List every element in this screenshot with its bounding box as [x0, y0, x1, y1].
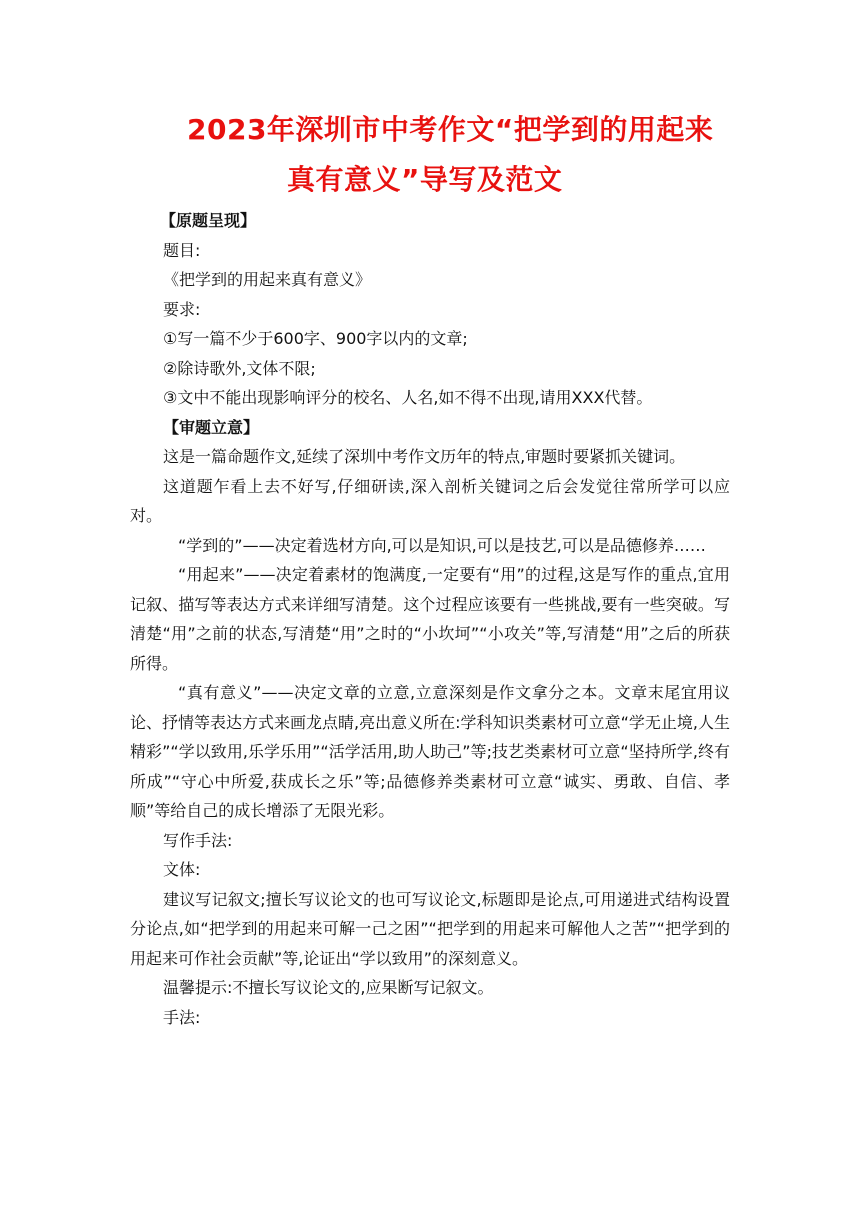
paragraph-genre: 建议写记叙文;擅长写议论文的也可写议论文,标题即是论点,可用递进式结构设置分论点,如“把学到的用起来可解一己之困”“把学到的用起来可解他人之苦”“把学到的用起来可作社会贡献”等,论证出“学以致用”的深刻意义。 [130, 889, 730, 968]
methods-label: 写作手法: [163, 830, 233, 850]
paragraph-intro: 这是一篇命题作文,延续了深圳中考作文历年的特点,审题时要紧抓关键词。 [163, 447, 686, 466]
paragraph-apply: “用起来”——决定着素材的饱满度,一定要有“用”的过程,这是写作的重点,宜用记叙、描写等表达方式来详细写清楚。这个过程应该要有一些挑战,要有一些突破。写清楚“用”之前的状态,写清楚“用”之时的“小坎坷”“小攻关”等,写清楚“用”之后的所获所得。 [130, 565, 730, 673]
requirement-2: ②除诗歌外,文体不限; [163, 358, 316, 378]
paragraph-tip: 温馨提示:不擅长写议论文的,应果断写记叙文。 [163, 978, 494, 997]
genre-label: 文体: [163, 860, 201, 879]
section-heading-original: 【原题呈现】 [160, 211, 257, 230]
requirement-3: ③文中不能出现影响评分的校名、人名,如不得不出现,请用XXX代替。 [163, 388, 653, 407]
paragraph-observation: 这道题乍看上去不好写,仔细研读,深入剖析关键词之后会发觉往常所学可以应对。 [130, 476, 730, 525]
document-title-line1: 2023年深圳市中考作文“把学到的用起来 [187, 113, 714, 146]
paragraph-learned: “学到的”——决定着选材方向,可以是知识,可以是技艺,可以是品德修养…… [178, 535, 706, 555]
section-heading-analysis: 【审题立意】 [163, 417, 260, 437]
paragraph-meaning: “真有意义”——决定文章的立意,立意深刻是作文拿分之本。文章末尾宜用议论、抒情等表达方式来画龙点睛,亮出意义所在:学科知识类素材可立意“学无止境,人生精彩”“学以致用,乐学乐用”“活学活用,助人助己”等;技艺类素材可立意“坚持所学,终有所成”“守心中所爱,获成长之乐”等;品德修养类素材可立意“诚实、勇敢、自信、孝顺”等给自己的成长增添了无限光彩。 [130, 683, 730, 820]
requirements-label: 要求: [163, 299, 201, 319]
document-title-line2: 真有意义”导写及范文 [287, 163, 563, 196]
document-body [130, 206, 730, 1032]
requirement-1: ①写一篇不少于600字、900字以内的文章; [163, 329, 468, 348]
topic-label: 题目: [163, 240, 201, 260]
technique-label: 手法: [163, 1007, 201, 1027]
topic-text: 《把学到的用起来真有意义》 [163, 270, 372, 289]
